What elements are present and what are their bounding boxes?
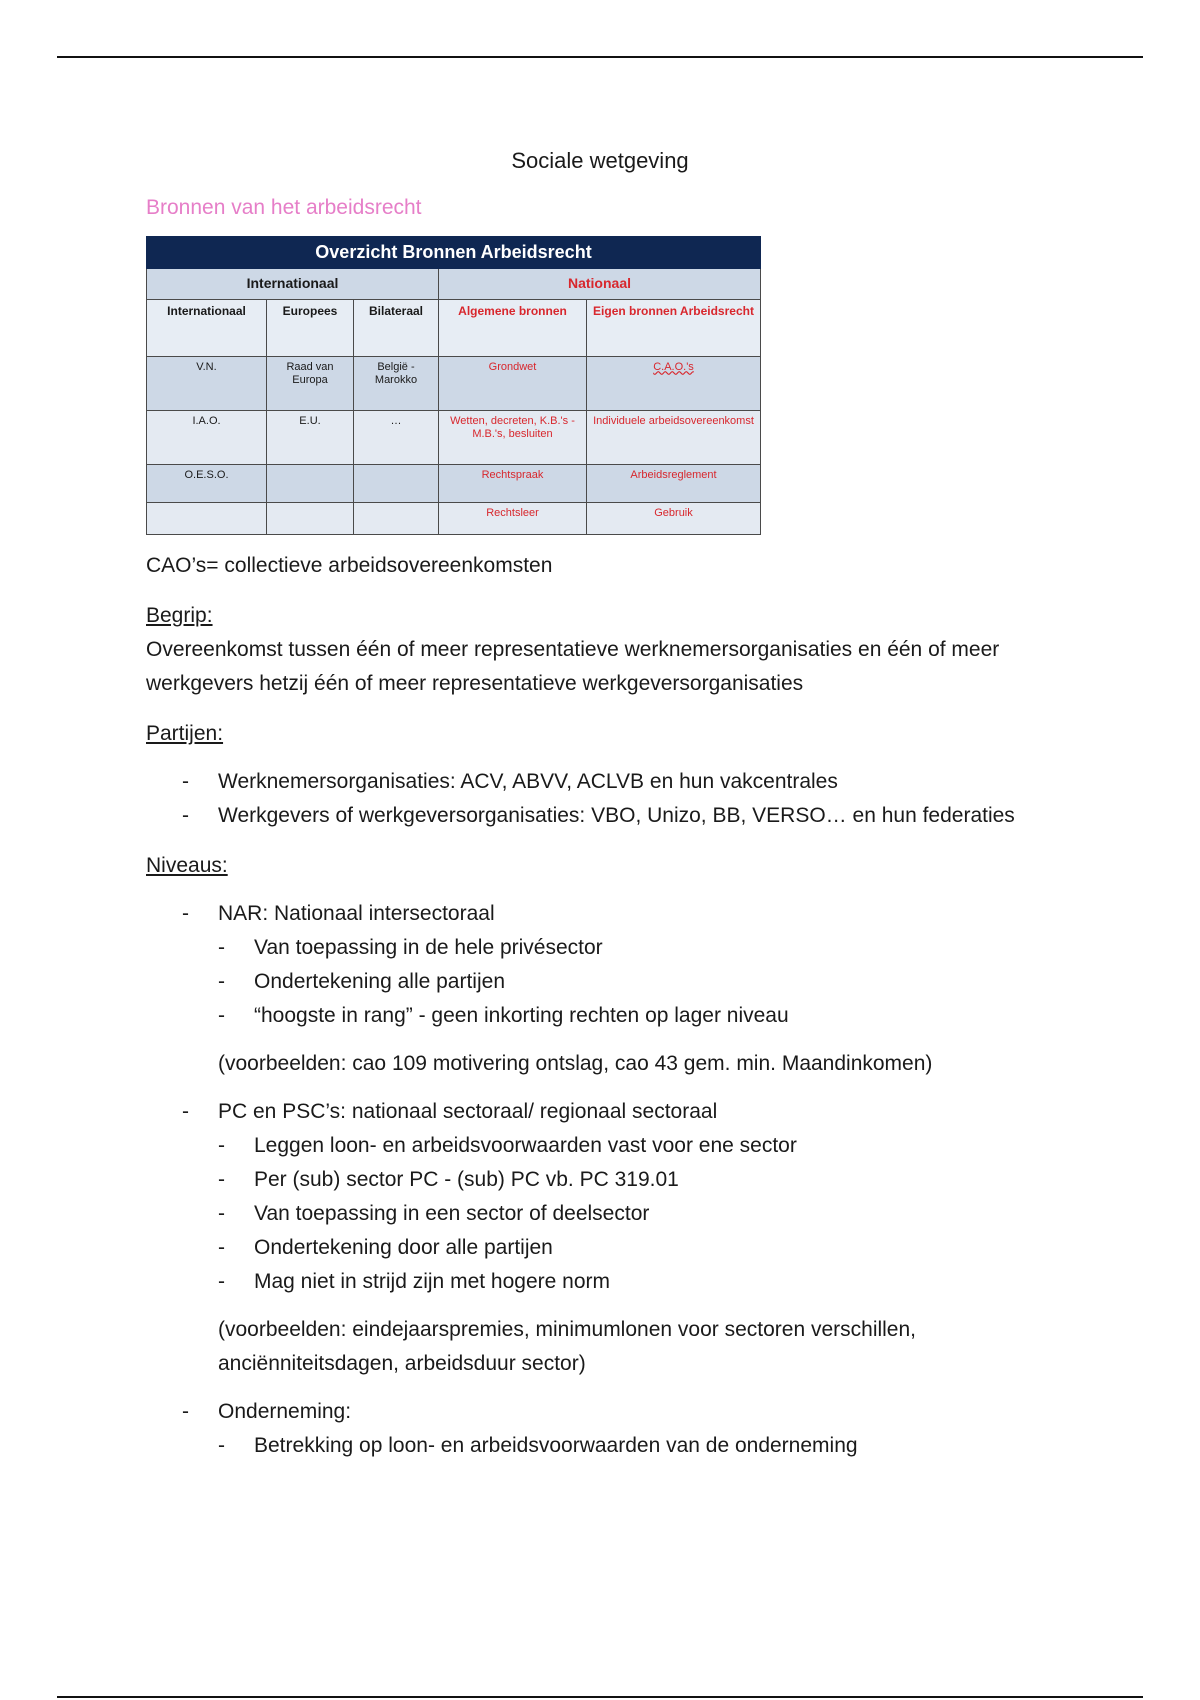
column-header: Eigen bronnen Arbeidsrecht bbox=[587, 299, 761, 356]
bottom-rule bbox=[57, 1696, 1143, 1698]
pc-sublist bbox=[218, 1129, 1046, 1299]
niveau-title: Onderneming: bbox=[218, 1399, 352, 1423]
list-item: - Mag niet in strijd zijn met hogere norm bbox=[254, 1265, 1046, 1299]
list-item: - Leggen loon- en arbeidsvoorwaarden vast voor ene sector bbox=[254, 1129, 1046, 1163]
begrip-text: Overeenkomst tussen één of meer representatieve werknemersorganisaties en één of meer werkgevers hetzij één of meer representatieve werkgeversorganisaties bbox=[146, 637, 1000, 695]
column-header: Bilateraal bbox=[354, 299, 439, 356]
table-cell: Wetten, decreten, K.B.'s - M.B.'s, besluiten bbox=[439, 410, 587, 464]
list-item: - “hoogste in rang” - geen inkorting rechten op lager niveau bbox=[254, 999, 1046, 1033]
table-cell: België - Marokko bbox=[354, 356, 439, 410]
table-cell: Grondwet bbox=[439, 356, 587, 410]
column-header: Internationaal bbox=[147, 299, 267, 356]
table-cell: Gebruik bbox=[587, 502, 761, 534]
table-cell: Rechtsleer bbox=[439, 502, 587, 534]
sources-table bbox=[146, 236, 761, 535]
list-item: - Per (sub) sector PC - (sub) PC vb. PC 319.01 bbox=[254, 1163, 1046, 1197]
table-row bbox=[147, 356, 761, 410]
list-item: - Ondertekening door alle partijen bbox=[254, 1231, 1046, 1265]
table-cell: Arbeidsreglement bbox=[587, 464, 761, 502]
list-item: - Ondertekening alle partijen bbox=[254, 965, 1046, 999]
begrip-label: Begrip: bbox=[146, 603, 213, 627]
table-row bbox=[147, 464, 761, 502]
table-cell bbox=[147, 502, 267, 534]
table-cell bbox=[267, 502, 354, 534]
nar-example: (voorbeelden: cao 109 motivering ontslag, cao 43 gem. min. Maandinkomen) bbox=[218, 1051, 933, 1075]
table-row bbox=[147, 410, 761, 464]
partijen-list bbox=[146, 765, 1046, 833]
table-cell bbox=[354, 464, 439, 502]
list-item: - Werknemersorganisaties: ACV, ABVV, ACLVB en hun vakcentrales bbox=[218, 765, 1046, 799]
niveau-title: NAR: Nationaal intersectoraal bbox=[218, 901, 495, 925]
page-title: Sociale wetgeving bbox=[511, 148, 689, 173]
group-international: Internationaal bbox=[147, 268, 439, 299]
table-cell bbox=[354, 502, 439, 534]
niveau-title: PC en PSC’s: nationaal sectoraal/ regionaal sectoraal bbox=[218, 1099, 718, 1123]
top-rule bbox=[57, 56, 1143, 58]
table-cell: I.A.O. bbox=[147, 410, 267, 464]
sources-table-image bbox=[146, 236, 762, 535]
table-cell: V.N. bbox=[147, 356, 267, 410]
niveaus-list bbox=[146, 897, 1046, 1463]
column-header: Europees bbox=[267, 299, 354, 356]
document-body bbox=[146, 140, 1046, 1463]
table-cell: C.A.O.'s bbox=[587, 356, 761, 410]
table-header: Overzicht Bronnen Arbeidsrecht bbox=[147, 237, 761, 269]
table-cell bbox=[267, 464, 354, 502]
list-item: - Betrekking op loon- en arbeidsvoorwaarden van de onderneming bbox=[254, 1429, 1046, 1463]
table-cell: Raad van Europa bbox=[267, 356, 354, 410]
cao-definition: CAO’s= collectieve arbeidsovereenkomsten bbox=[146, 553, 553, 577]
niveau-pc bbox=[218, 1095, 1046, 1381]
table-cell: Rechtspraak bbox=[439, 464, 587, 502]
table-cell: E.U. bbox=[267, 410, 354, 464]
partijen-label: Partijen: bbox=[146, 721, 224, 745]
onderneming-sublist bbox=[218, 1429, 1046, 1463]
table-row bbox=[147, 502, 761, 534]
section-heading: Bronnen van het arbeidsrecht bbox=[146, 196, 422, 219]
table-cell: O.E.S.O. bbox=[147, 464, 267, 502]
niveaus-label: Niveaus: bbox=[146, 853, 228, 877]
list-item: - Van toepassing in de hele privésector bbox=[254, 931, 1046, 965]
nar-sublist bbox=[218, 931, 1046, 1033]
niveau-nar bbox=[218, 897, 1046, 1081]
list-item: - Werkgevers of werkgeversorganisaties: VBO, Unizo, BB, VERSO… en hun federaties bbox=[218, 799, 1046, 833]
column-header: Algemene bronnen bbox=[439, 299, 587, 356]
niveau-onderneming bbox=[218, 1395, 1046, 1463]
group-national: Nationaal bbox=[439, 268, 761, 299]
table-cell: Individuele arbeidsovereenkomst bbox=[587, 410, 761, 464]
pc-example: (voorbeelden: eindejaarspremies, minimumlonen voor sectoren verschillen, anciënniteitsdagen, arbeidsduur sector) bbox=[218, 1317, 917, 1375]
list-item: - Van toepassing in een sector of deelsector bbox=[254, 1197, 1046, 1231]
table-cell: … bbox=[354, 410, 439, 464]
